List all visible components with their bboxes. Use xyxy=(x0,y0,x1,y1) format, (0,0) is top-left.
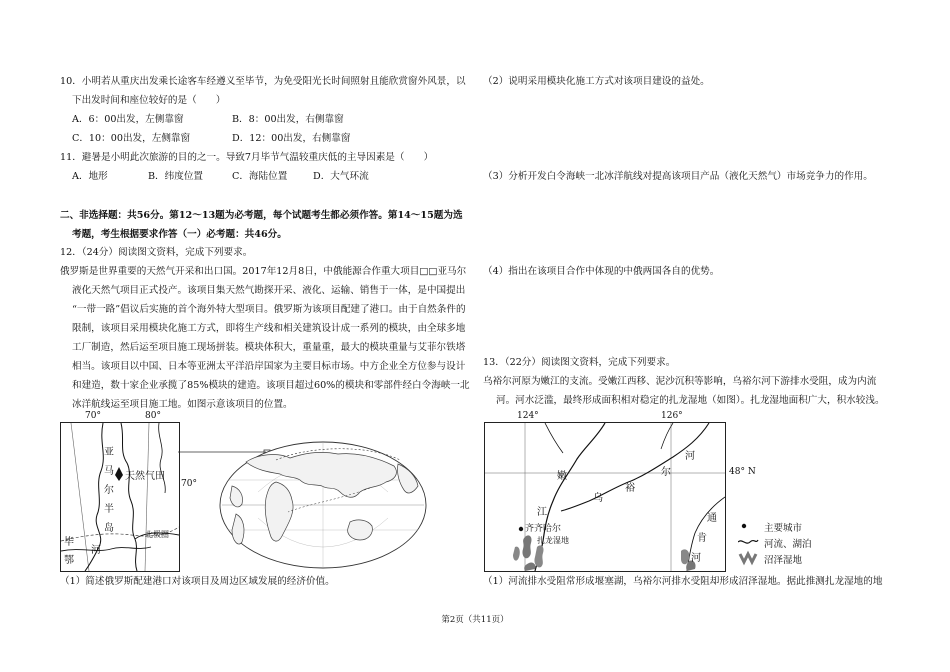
map1-lon-70: 70° xyxy=(85,411,101,421)
map1-peninsula-char-3: 尔 xyxy=(104,485,114,496)
map1-peninsula-char-5: 岛 xyxy=(104,523,114,534)
q12-para-line6: 相当。该项目以中国、日本等亚洲太平洋沿岸国家为主要目标市场。中方企业全方位参与设计 xyxy=(72,361,466,372)
map1-river-char-1: 毕 xyxy=(64,537,74,548)
map1-lon-80: 80° xyxy=(145,411,161,421)
q12-para-line2: 液化天然气项目正式投产。该项目集天然气勘探开采、液化、运输、销售于一体，是中国提出 xyxy=(72,285,466,296)
map1-river-label: 河 xyxy=(91,545,101,556)
map2-label-he: 河 xyxy=(685,451,695,462)
world-map xyxy=(218,440,428,570)
q12-sub2: （2）说明采用模块化施工方式对该项目建设的益处。 xyxy=(483,76,710,87)
q12-para-line5: 工厂制造，然后运至项目施工现场拼装。模块体积大，重量重，最大的模块重量与艾菲尔铁塔 xyxy=(72,342,466,353)
q12-sub3: （3）分析开发白令海峡一北冰洋航线对提高该项目产品（液化天然气）市场竞争力的作用。 xyxy=(483,171,873,182)
map2-label-yu: 裕 xyxy=(625,483,635,494)
map1-arctic-circle-label: 北极圈 xyxy=(145,530,169,539)
map2-label-nen: 嫩 xyxy=(557,471,567,482)
q12-sub1: （1）简述俄罗斯配建港口对该项目及周边区域发展的经济价值。 xyxy=(60,576,335,587)
section2-heading-line1: 二、非选择题：共56分。第12～13题为必考题，每个试题考生都必须作答。第14～15题为选 xyxy=(60,210,463,221)
q13-sub1: （1）河流排水受阻常形成堰塞湖，乌裕尔河排水受阻却形成沼泽湿地。据此推测扎龙湿地的地 xyxy=(483,576,883,587)
world-map-drawing xyxy=(218,440,428,570)
map2-label-he2: 河 xyxy=(691,553,701,564)
map2-city-label: 齐齐哈尔 xyxy=(525,524,562,534)
map2-lat-48: 48° N xyxy=(729,467,756,477)
map2-lon-124: 124° xyxy=(517,411,539,421)
map2-label-tong: 通 xyxy=(707,513,717,524)
q11-stem: 11．避暑是小明此次旅游的目的之一。导致7月毕节气温较重庆低的主导因素是（ ） xyxy=(60,152,434,163)
q13-head: 13．（22分）阅读图文资料，完成下列要求。 xyxy=(483,357,676,368)
q13-para-line1: 乌裕尔河原为嫩江的支流。受嫩江西移、泥沙沉积等影响，乌裕尔河下游排水受阻，成为内流 xyxy=(483,376,877,387)
q12-para-line4: 限制，该项目采用模块化施工方式，即将生产线和相关建筑设计成一系列的模块，由全球多地 xyxy=(72,323,466,334)
q10-stem-line1: 10．小明若从重庆出发乘长途客车经遵义至毕节，为免受阳光长时间照射且能欣赏窗外风景，以 xyxy=(60,76,466,87)
q10-option-c: C．10：00出发，左侧靠窗 xyxy=(72,133,191,144)
zhalong-map xyxy=(484,411,756,572)
qiqihar-city-icon xyxy=(519,527,523,531)
q10-option-b: B．8：00出发，右侧靠窗 xyxy=(232,114,344,125)
page-footer: 第2页（共11页） xyxy=(441,615,509,625)
map2-label-er: 尔 xyxy=(661,467,671,478)
q12-para-line8: 冰洋航线运至项目施工地。如图示意该项目的位置。 xyxy=(72,399,293,410)
map1-river-char-2: 鄂 xyxy=(64,555,74,566)
q11-option-a: A．地形 xyxy=(72,171,108,182)
yamal-map xyxy=(60,411,197,572)
map1-lat-70: 70° xyxy=(181,479,197,489)
map2-lon-126: 126° xyxy=(661,411,683,421)
q10-stem-line2: 下出发时间和座位较好的是（ ） xyxy=(72,95,226,106)
map2-label-wu: 乌 xyxy=(593,493,603,504)
map2-wetland-label: 扎龙湿地 xyxy=(537,536,569,545)
zhalong-map-drawing xyxy=(485,423,725,571)
map1-peninsula-char-2: 马 xyxy=(104,466,114,477)
map2-legend xyxy=(738,520,848,570)
q12-para-line7: 和建造，数十家企业承揽了85%模块的建造。该项目超过60%的模块和零部件经白令海峡一北 xyxy=(72,380,470,391)
q11-option-c: C．海陆位置 xyxy=(232,171,288,182)
map2-label-ken: 肯 xyxy=(697,533,707,544)
q11-option-d: D．大气环流 xyxy=(313,171,369,182)
q10-option-d: D．12：00出发，右侧靠窗 xyxy=(232,133,351,144)
q12-para-line3: “一带一路”倡议后实施的首个海外特大型项目。俄罗斯为该项目配建了港口。由于自然条件的 xyxy=(72,304,466,315)
q12-para-line1: 俄罗斯是世界重要的天然气开采和出口国。2017年12月8日，中俄能源合作重大项目□□亚马尔 xyxy=(60,266,467,277)
q12-head: 12．（24分）阅读图文资料，完成下列要求。 xyxy=(60,247,253,258)
gas-field-marker-icon xyxy=(115,467,123,481)
map1-peninsula-char-1: 亚 xyxy=(104,447,114,458)
q12-sub4: （4）指出在该项目合作中体现的中俄两国各自的优势。 xyxy=(483,266,720,277)
q13-para-line2: 河。河水泛滥，最终形成面积相对稳定的扎龙湿地（如图）。扎龙湿地面积广大，积水较浅。 xyxy=(496,395,885,406)
q11-option-b: B．纬度位置 xyxy=(148,171,204,182)
legend-city-label: 主要城市 xyxy=(764,523,803,534)
legend-river-label: 河流、湖泊 xyxy=(764,539,812,550)
map1-peninsula-char-4: 半 xyxy=(104,504,114,515)
yamal-map-drawing xyxy=(61,423,179,571)
map2-label-jiang: 江 xyxy=(537,507,547,518)
map1-gas-field-label: 天然气田 xyxy=(125,471,165,482)
q10-option-a: A．6：00出发，左侧靠窗 xyxy=(72,114,184,125)
legend-wetland-label: 沼泽湿地 xyxy=(764,555,803,566)
section2-heading-line2: 考题，考生根据要求作答（一）必考题：共46分。 xyxy=(72,229,287,240)
